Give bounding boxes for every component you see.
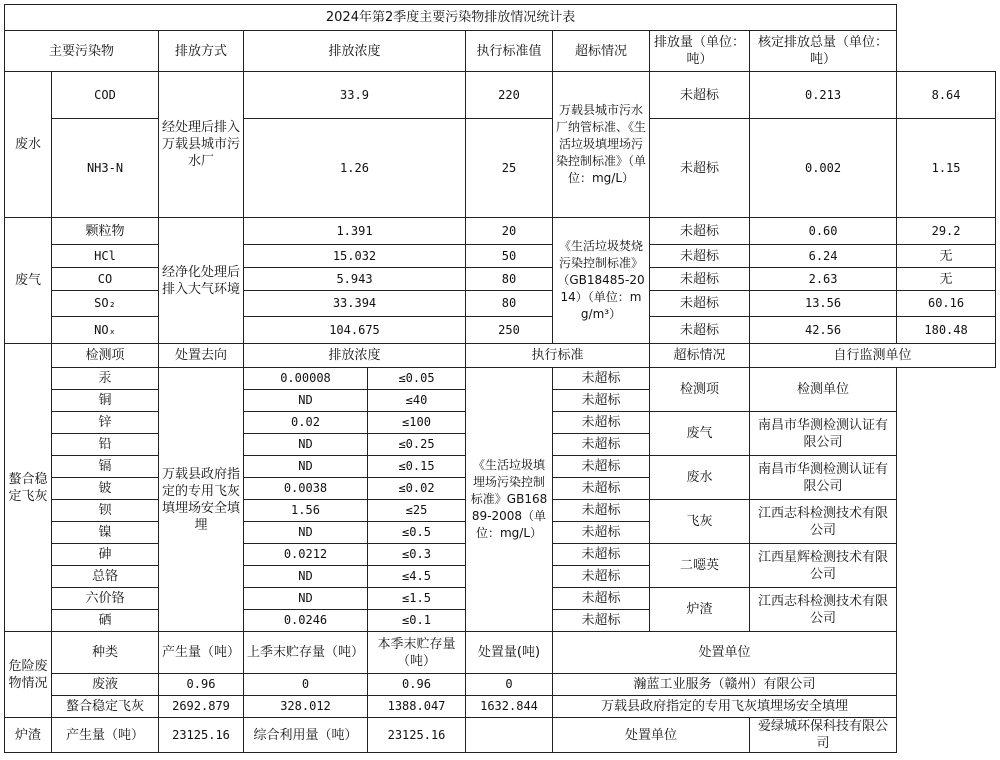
flyash-head-exceed: 超标情况 bbox=[650, 344, 750, 368]
flyash-limit: ≤0.02 bbox=[368, 478, 466, 500]
slag-utilized-label: 综合利用量（吨） bbox=[244, 718, 368, 753]
exhaust-amount: 42.56 bbox=[750, 317, 897, 344]
exhaust-exceed: 未超标 bbox=[650, 268, 750, 291]
flyash-label: 螯合稳定飞灰 bbox=[5, 344, 52, 632]
slag-label: 炉渣 bbox=[5, 718, 52, 753]
flyash-limit: ≤0.05 bbox=[368, 368, 466, 390]
exhaust-exceed: 未超标 bbox=[650, 245, 750, 268]
hazardous-curr-stock: 0.96 bbox=[368, 674, 466, 696]
table-title: 2024年第2季度主要污染物排放情况统计表 bbox=[5, 5, 897, 31]
hazardous-type: 螯合稳定飞灰 bbox=[52, 696, 159, 718]
flyash-conc: 0.02 bbox=[244, 412, 368, 434]
hazardous-produced: 2692.879 bbox=[159, 696, 244, 718]
wastewater-total-nh3n: 1.15 bbox=[897, 119, 996, 218]
wastewater-standard: 万载县城市污水厂纳管标准、《生活垃圾填埋场污染控制标准》（单位：mg/L） bbox=[553, 72, 650, 218]
monitor-item: 二噁英 bbox=[650, 544, 750, 588]
exhaust-exceed: 未超标 bbox=[650, 317, 750, 344]
flyash-conc: 0.0212 bbox=[244, 544, 368, 566]
monitor-unit: 南昌市华测检测认证有限公司 bbox=[750, 456, 897, 500]
flyash-conc: ND bbox=[244, 434, 368, 456]
header-concentration: 排放浓度 bbox=[244, 31, 466, 72]
flyash-item: 钡 bbox=[52, 500, 159, 522]
flyash-head-std: 执行标准 bbox=[466, 344, 650, 368]
flyash-exceed: 未超标 bbox=[553, 588, 650, 610]
exhaust-exceed: 未超标 bbox=[650, 291, 750, 317]
flyash-limit: ≤0.1 bbox=[368, 610, 466, 632]
flyash-exceed: 未超标 bbox=[553, 478, 650, 500]
flyash-conc: ND bbox=[244, 588, 368, 610]
hazardous-label: 危险废物情况 bbox=[5, 632, 52, 718]
monitor-item: 炉渣 bbox=[650, 588, 750, 632]
wastewater-item-cod: COD bbox=[52, 72, 159, 119]
wastewater-amount-cod: 0.213 bbox=[750, 72, 897, 119]
flyash-item: 砷 bbox=[52, 544, 159, 566]
emission-statistics-table bbox=[4, 4, 996, 753]
exhaust-conc: 33.394 bbox=[244, 291, 466, 317]
hazardous-head-unit: 处置单位 bbox=[553, 632, 897, 674]
exhaust-total: 无 bbox=[897, 245, 996, 268]
exhaust-standard: 《生活垃圾焚烧污染控制标准》（GB18485-2014）（单位：mg/m³） bbox=[553, 218, 650, 344]
exhaust-total: 180.48 bbox=[897, 317, 996, 344]
flyash-conc: ND bbox=[244, 456, 368, 478]
hazardous-head-prev-stock: 上季末贮存量（吨） bbox=[244, 632, 368, 674]
slag-produced-value: 23125.16 bbox=[159, 718, 244, 753]
wastewater-item-nh3n: NH3-N bbox=[52, 119, 159, 218]
flyash-conc: 0.0246 bbox=[244, 610, 368, 632]
flyash-head-item: 检测项 bbox=[52, 344, 159, 368]
wastewater-limit-nh3n: 25 bbox=[466, 119, 553, 218]
flyash-conc: 1.56 bbox=[244, 500, 368, 522]
wastewater-method: 经处理后排入万载县城市污水厂 bbox=[159, 72, 244, 218]
flyash-item: 锌 bbox=[52, 412, 159, 434]
flyash-item: 总铬 bbox=[52, 566, 159, 588]
monitor-head-unit: 检测单位 bbox=[750, 368, 897, 412]
exhaust-item: SO₂ bbox=[52, 291, 159, 317]
flyash-exceed: 未超标 bbox=[553, 522, 650, 544]
hazardous-type: 废液 bbox=[52, 674, 159, 696]
flyash-head-conc: 排放浓度 bbox=[244, 344, 466, 368]
wastewater-label: 废水 bbox=[5, 72, 52, 218]
exhaust-limit: 80 bbox=[466, 291, 553, 317]
monitor-unit: 江西志科检测技术有限公司 bbox=[750, 500, 897, 544]
header-pollutant: 主要污染物 bbox=[5, 31, 159, 72]
exhaust-item: CO bbox=[52, 268, 159, 291]
flyash-conc: ND bbox=[244, 522, 368, 544]
exhaust-limit: 80 bbox=[466, 268, 553, 291]
flyash-conc: ND bbox=[244, 390, 368, 412]
exhaust-conc: 5.943 bbox=[244, 268, 466, 291]
flyash-exceed: 未超标 bbox=[553, 610, 650, 632]
flyash-dest: 万载县政府指定的专用飞灰填埋场安全填埋 bbox=[159, 368, 244, 632]
exhaust-method: 经净化处理后排入大气环境 bbox=[159, 218, 244, 344]
exhaust-limit: 20 bbox=[466, 218, 553, 245]
monitor-head-item: 检测项 bbox=[650, 368, 750, 412]
slag-unit-label: 处置单位 bbox=[553, 718, 750, 753]
flyash-limit: ≤0.25 bbox=[368, 434, 466, 456]
hazardous-head-type: 种类 bbox=[52, 632, 159, 674]
exhaust-total: 29.2 bbox=[897, 218, 996, 245]
exhaust-total: 60.16 bbox=[897, 291, 996, 317]
exhaust-amount: 13.56 bbox=[750, 291, 897, 317]
exhaust-item: NOₓ bbox=[52, 317, 159, 344]
hazardous-prev-stock: 0 bbox=[244, 674, 368, 696]
exhaust-conc: 1.391 bbox=[244, 218, 466, 245]
flyash-conc: 0.0038 bbox=[244, 478, 368, 500]
monitor-unit: 江西志科检测技术有限公司 bbox=[750, 588, 897, 632]
exhaust-conc: 15.032 bbox=[244, 245, 466, 268]
hazardous-unit: 万载县政府指定的专用飞灰填埋场安全填埋 bbox=[553, 696, 897, 718]
wastewater-conc-nh3n: 1.26 bbox=[244, 119, 466, 218]
flyash-item: 汞 bbox=[52, 368, 159, 390]
wastewater-limit-cod: 220 bbox=[466, 72, 553, 119]
flyash-item: 硒 bbox=[52, 610, 159, 632]
flyash-exceed: 未超标 bbox=[553, 412, 650, 434]
slag-produced-label: 产生量（吨） bbox=[52, 718, 159, 753]
exhaust-conc: 104.675 bbox=[244, 317, 466, 344]
header-emission: 排放量（单位：吨） bbox=[650, 31, 750, 72]
flyash-limit: ≤0.3 bbox=[368, 544, 466, 566]
exhaust-exceed: 未超标 bbox=[650, 218, 750, 245]
exhaust-item: 颗粒物 bbox=[52, 218, 159, 245]
slag-unit-value: 爱绿城环保科技有限公司 bbox=[750, 718, 897, 753]
flyash-head-dest: 处置去向 bbox=[159, 344, 244, 368]
hazardous-head-produced: 产生量（吨） bbox=[159, 632, 244, 674]
header-exceed: 超标情况 bbox=[553, 31, 650, 72]
hazardous-head-disposed: 处置量(吨) bbox=[466, 632, 553, 674]
slag-utilized-value: 23125.16 bbox=[368, 718, 466, 753]
exhaust-amount: 6.24 bbox=[750, 245, 897, 268]
exhaust-limit: 250 bbox=[466, 317, 553, 344]
monitor-unit: 南昌市华测检测认证有限公司 bbox=[750, 412, 897, 456]
flyash-exceed: 未超标 bbox=[553, 456, 650, 478]
hazardous-unit: 瀚蓝工业服务（赣州）有限公司 bbox=[553, 674, 897, 696]
exhaust-amount: 0.60 bbox=[750, 218, 897, 245]
flyash-limit: ≤0.15 bbox=[368, 456, 466, 478]
flyash-item: 镍 bbox=[52, 522, 159, 544]
flyash-limit: ≤0.5 bbox=[368, 522, 466, 544]
header-approved-total: 核定排放总量（单位：吨） bbox=[750, 31, 897, 72]
header-standard-value: 执行标准值 bbox=[466, 31, 553, 72]
hazardous-head-curr-stock: 本季末贮存量（吨） bbox=[368, 632, 466, 674]
flyash-head-monitor: 自行监测单位 bbox=[750, 344, 996, 368]
monitor-item: 废气 bbox=[650, 412, 750, 456]
hazardous-curr-stock: 1388.047 bbox=[368, 696, 466, 718]
monitor-unit: 江西星辉检测技术有限公司 bbox=[750, 544, 897, 588]
flyash-item: 六价铬 bbox=[52, 588, 159, 610]
flyash-exceed: 未超标 bbox=[553, 434, 650, 456]
flyash-limit: ≤40 bbox=[368, 390, 466, 412]
flyash-limit: ≤25 bbox=[368, 500, 466, 522]
flyash-conc: 0.00008 bbox=[244, 368, 368, 390]
flyash-item: 镉 bbox=[52, 456, 159, 478]
wastewater-exceed-cod: 未超标 bbox=[650, 72, 750, 119]
flyash-exceed: 未超标 bbox=[553, 544, 650, 566]
exhaust-label: 废气 bbox=[5, 218, 52, 344]
exhaust-item: HCl bbox=[52, 245, 159, 268]
wastewater-amount-nh3n: 0.002 bbox=[750, 119, 897, 218]
monitor-item: 废水 bbox=[650, 456, 750, 500]
hazardous-produced: 0.96 bbox=[159, 674, 244, 696]
flyash-exceed: 未超标 bbox=[553, 566, 650, 588]
flyash-item: 铅 bbox=[52, 434, 159, 456]
hazardous-disposed: 1632.844 bbox=[466, 696, 553, 718]
exhaust-amount: 2.63 bbox=[750, 268, 897, 291]
flyash-exceed: 未超标 bbox=[553, 368, 650, 390]
wastewater-total-cod: 8.64 bbox=[897, 72, 996, 119]
hazardous-disposed: 0 bbox=[466, 674, 553, 696]
flyash-conc: ND bbox=[244, 566, 368, 588]
exhaust-total: 无 bbox=[897, 268, 996, 291]
hazardous-prev-stock: 328.012 bbox=[244, 696, 368, 718]
flyash-exceed: 未超标 bbox=[553, 390, 650, 412]
exhaust-limit: 50 bbox=[466, 245, 553, 268]
header-method: 排放方式 bbox=[159, 31, 244, 72]
flyash-standard: 《生活垃圾填埋场污染控制标准》GB16889-2008（单位：mg/L） bbox=[466, 368, 553, 632]
flyash-item: 铜 bbox=[52, 390, 159, 412]
wastewater-conc-cod: 33.9 bbox=[244, 72, 466, 119]
flyash-item: 铍 bbox=[52, 478, 159, 500]
flyash-limit: ≤4.5 bbox=[368, 566, 466, 588]
flyash-limit: ≤100 bbox=[368, 412, 466, 434]
wastewater-exceed-nh3n: 未超标 bbox=[650, 119, 750, 218]
flyash-exceed: 未超标 bbox=[553, 500, 650, 522]
flyash-limit: ≤1.5 bbox=[368, 588, 466, 610]
monitor-item: 飞灰 bbox=[650, 500, 750, 544]
